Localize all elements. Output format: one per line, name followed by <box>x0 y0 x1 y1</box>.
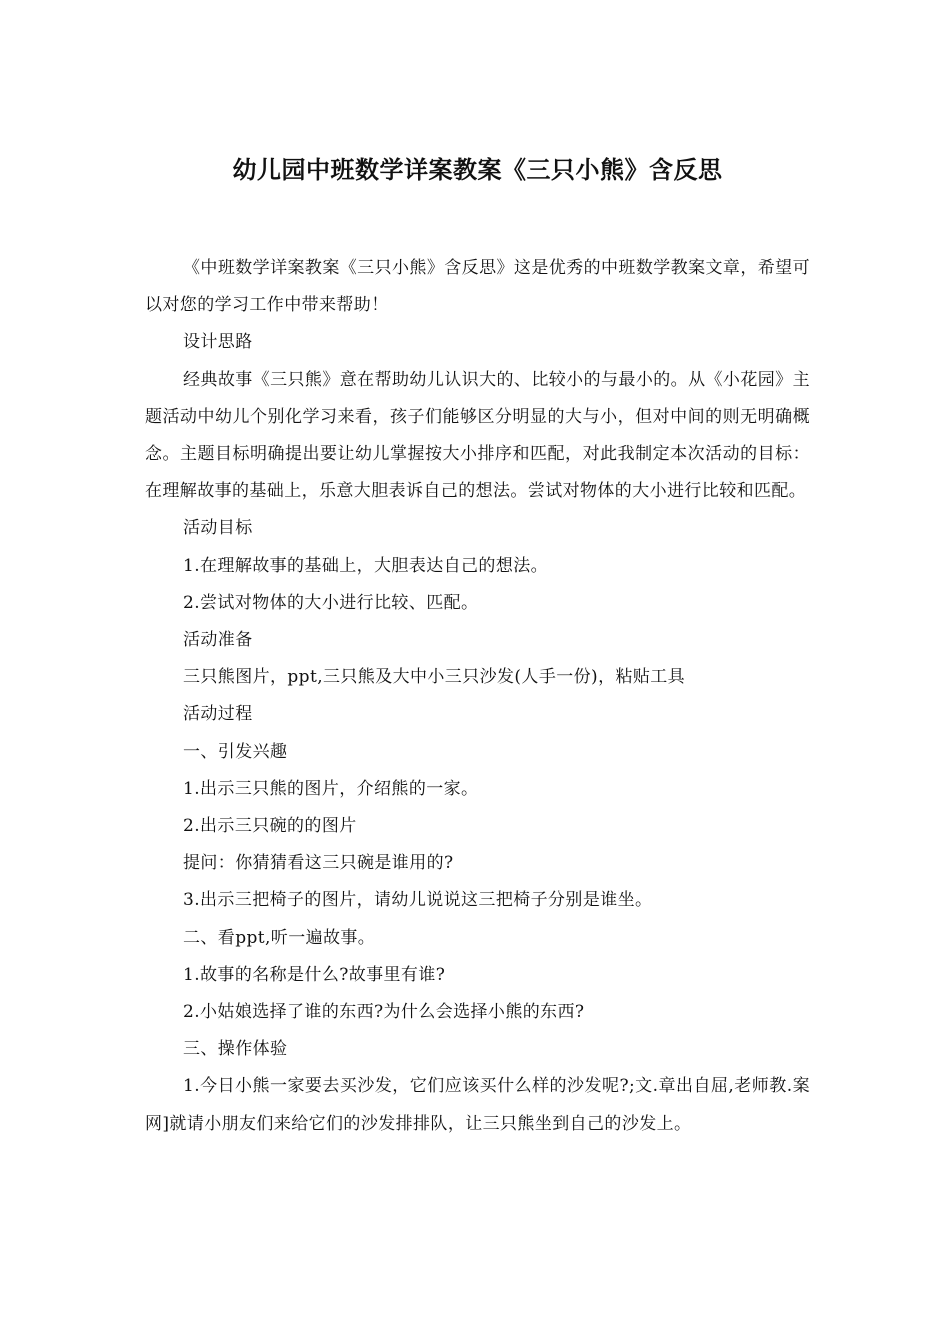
section-heading-process: 活动过程 <box>183 704 253 725</box>
section-heading-goals: 活动目标 <box>183 518 253 539</box>
document-page <box>145 150 810 1143</box>
goal-item-1: 1.在理解故事的基础上，大胆表达自己的想法。 <box>183 555 549 576</box>
process-item: 1.故事的名称是什么?故事里有谁? <box>183 964 446 985</box>
design-paragraph: 经典故事《三只熊》意在帮助幼儿认识大的、比较小的与最小的。从《小花园》主题活动中幼儿个别化学习来看，孩子们能够区分明显的大与小，但对中间的则无明确概念。主题目标明确提出要让幼儿掌握按大小排序和匹配，对此我制定本次活动的目标：在理解故事的基础上，乐意大胆表诉自己的想法。尝试对物体的大小进行比较和匹配。 <box>145 369 810 502</box>
process-step-heading-1: 一、引发兴趣 <box>183 741 288 762</box>
goal-item-2: 2.尝试对物体的大小进行比较、匹配。 <box>183 592 479 613</box>
process-step-heading-2: 二、看ppt,听一遍故事。 <box>183 927 376 948</box>
document-title: 幼儿园中班数学详案教案《三只小熊》含反思 <box>232 156 723 184</box>
intro-paragraph: 《中班数学详案教案《三只小熊》含反思》这是优秀的中班数学教案文章，希望可以对您的学习工作中带来帮助！ <box>145 258 810 316</box>
process-item: 1.今日小熊一家要去买沙发，它们应该买什么样的沙发呢?;文.章出自屈,老师教.案网]就请小朋友们来给它们的沙发排排队，让三只熊坐到自己的沙发上。 <box>145 1076 810 1134</box>
preparation-paragraph: 三只熊图片，ppt,三只熊及大中小三只沙发(人手一份)，粘贴工具 <box>183 667 686 688</box>
process-item: 3.出示三把椅子的图片，请幼儿说说这三把椅子分别是谁坐。 <box>183 890 653 911</box>
document-body <box>145 250 810 1143</box>
process-item: 2.出示三只碗的的图片 <box>183 816 357 837</box>
section-heading-preparation: 活动准备 <box>183 630 253 651</box>
process-item: 2.小姑娘选择了谁的东西?为什么会选择小熊的东西? <box>183 1002 585 1023</box>
process-step-heading-3: 三、操作体验 <box>183 1039 288 1060</box>
section-heading-design: 设计思路 <box>183 332 253 353</box>
process-question: 提问：你猜猜看这三只碗是谁用的? <box>183 853 454 874</box>
process-item: 1.出示三只熊的图片，介绍熊的一家。 <box>183 778 479 799</box>
